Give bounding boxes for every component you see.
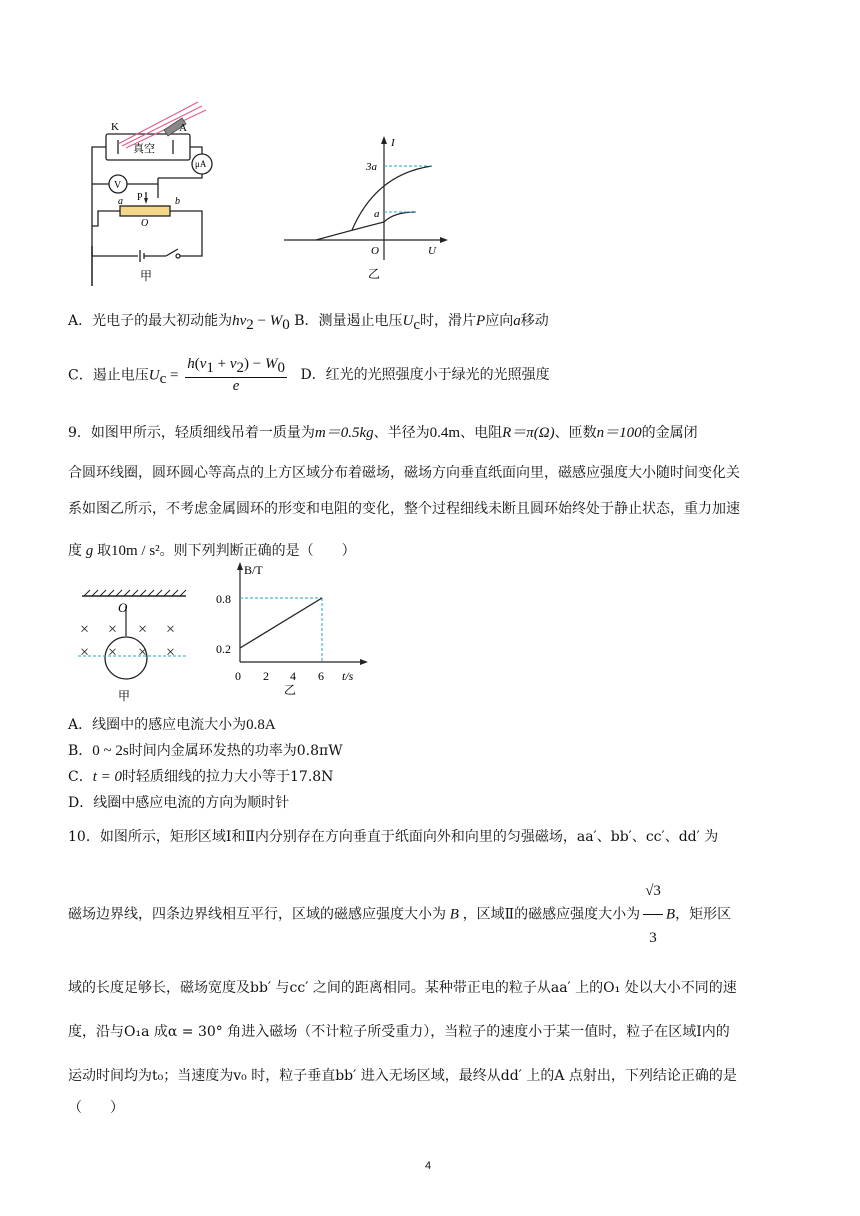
q9-text: 、半径为 [373, 425, 430, 441]
q10-line-3: 域的长度足够长，磁场宽度及bb′ 与cc′ 之间的距离相同。某种带正电的粒子从aa′ 上的O₁ 处以大小不同的速 [68, 980, 737, 996]
label-pivot-O: O [118, 600, 128, 615]
q9-text: 取 [97, 543, 111, 559]
fig-circuit [78, 96, 238, 286]
svg-text:×: × [108, 621, 118, 638]
q8-option-A-B: A．光电子的最大初动能为$hv_2 - W_0$ B．测量遏止电压$U_c$时，滑片P应向a移动 [68, 313, 549, 333]
q8-option-B-tail-2: 应向 [485, 313, 514, 329]
figure-caption: 甲 [118, 689, 131, 703]
q9-line-3: 系如图乙所示，不考虑金属圆环的形变和电阻的变化，整个过程细线未断且圆环始终处于静止状态，重力加速 [68, 501, 740, 517]
q8-option-C: C．遏止电压 [68, 367, 149, 384]
label-O: O [141, 218, 149, 229]
tick-x-6: 6 [318, 669, 324, 683]
q9-options [68, 710, 768, 818]
q10-line-1: 10．如图所示，矩形区域Ⅰ和Ⅱ内分别存在方向垂直于纸面向外和向里的匀强磁场，aa′、bb′、cc′、dd′ 为 [68, 829, 719, 845]
q9-stem: 9．如图甲所示，轻质细线吊着一质量为m＝0.5kg、半径为0.4m、电阻R＝π(Ω)、匝数n＝100的金属闭 合圆环线圈，圆环圆心等高点的上方区域分布着磁场，磁场方向垂直纸面向里，磁感应强度大小随时间变化关 系如图乙所示，不考虑金属圆环的形变和电阻的变化，整个过程细线未断且圆环始终处于静止状态，重力加速 度 g 取10m / s²。则下列判断正确的是（ ） [68, 410, 798, 574]
q9-text: 度 [68, 543, 82, 559]
svg-text:×: × [166, 644, 176, 661]
q9-radius: 0.4m [429, 425, 461, 441]
label-3a: 3a [366, 161, 377, 173]
fig-ring [74, 586, 194, 706]
label-U: U [428, 245, 436, 257]
option-tail: 时间内金属环发热的功率为0.8πW [128, 743, 343, 759]
q9-turns: n＝100 [596, 425, 642, 441]
svg-text:×: × [166, 621, 176, 638]
formula-fraction: $\frac{h(v_1 + v_2) - W_0}{e}$ [187, 356, 285, 394]
q9-text: 、电阻 [460, 425, 503, 441]
label-b: b [175, 196, 180, 207]
q9-number: 9．如图甲所示，轻质细线吊着一质量为 [68, 425, 315, 441]
fig-bt-graph [212, 560, 372, 700]
label-vacuum: 真空 [133, 143, 155, 155]
q9-g-value: 10m / s² [111, 543, 160, 559]
option-label: B． [68, 743, 93, 759]
q8-option-D: D．红光的光照强度小于绿光的光照强度 [300, 367, 550, 384]
b-t-line [240, 598, 322, 648]
curve-low [316, 212, 416, 240]
q10-text: ，矩形区 [675, 906, 732, 923]
label-a: a [118, 196, 123, 207]
tick-y-0.2: 0.2 [216, 642, 231, 656]
label-voltmeter: V [114, 180, 122, 191]
page-number: 4 [425, 1160, 432, 1172]
q9-mass: m＝0.5kg [314, 425, 374, 441]
option-label: A．线圈中的感应电流大小为 [68, 717, 247, 733]
figure-caption: 甲 [140, 269, 153, 283]
q9-text: 的金属闭 [641, 425, 698, 441]
option-label: C． [68, 769, 93, 785]
q8-option-A: A．光电子的最大初动能为 [68, 313, 233, 329]
q8-option-B-tail: 时，滑片 [420, 313, 477, 329]
label-slider-P: P [137, 192, 143, 203]
label-t-axis: t/s [342, 669, 354, 683]
svg-text:×: × [80, 644, 90, 661]
label-K: K [111, 121, 119, 133]
svg-text:×: × [80, 621, 90, 638]
svg-text:×: × [138, 621, 148, 638]
option-value: t = 0 [92, 769, 123, 785]
figure-caption: 乙 [368, 267, 381, 281]
q9-text: 。则下列判断正确的是（ ） [159, 543, 356, 559]
q8-option-C-D: C．遏止电压$U_c$ = $\frac{h(v_1 + v_2) - W_0}{e}$ D．红光的光照强度小于绿光的光照强度 [68, 356, 550, 394]
q10-line-5: 运动时间均为t₀；当速度为v₀ 时，粒子垂直bb′ 进入无场区域，最终从dd′ 上的A 点射出，下列结论正确的是 [68, 1068, 737, 1084]
label-A: A [179, 122, 187, 134]
q10-line-6: （ ） [68, 1100, 124, 1116]
figure-caption: 乙 [284, 683, 297, 697]
q8-option-B: B．测量遏止电压 [294, 313, 403, 329]
label-origin: O [371, 245, 379, 257]
q9-text: 、匝数 [554, 425, 597, 441]
svg-text:×: × [138, 644, 148, 661]
q10-text: ，区域Ⅱ的磁感应强度大小为 [462, 906, 641, 923]
tick-x-0: 0 [235, 669, 241, 683]
q10-line-4: 度，沿与O₁a 成α = 30° 角进入磁场（不计粒子所受重力），当粒子的速度小于某一值时，粒子在区域Ⅰ内的 [68, 1024, 730, 1040]
label-I: I [391, 137, 395, 149]
q9-line-2: 合圆环线圈，圆环圆心等高点的上方区域分布着磁场，磁场方向垂直纸面向里，磁感应强度大小随时间变化关 [68, 465, 740, 481]
tick-x-4: 4 [290, 669, 296, 683]
rheostat [120, 206, 170, 216]
q8-option-B-tail-3: 移动 [520, 313, 549, 329]
q10-stem: 10．如图所示，矩形区域Ⅰ和Ⅱ内分别存在方向垂直于纸面向外和向里的匀强磁场，aa′、bb′、cc′、dd′ 为 磁场边界线，四条边界线相互平行，区域的磁感应强度大小为 B ，区域Ⅱ的磁感应强度大小为 $\frac{√3}{3}$ B，矩形区 域的长度足够长，磁场宽度及bb′ 与cc′ 之间的距离相同。某种带正电的粒子从aa′ 上的O₁ 处以大小不同的速 度，沿与O₁a 成α = 30° 角进入磁场（不计粒子所受重力），当粒子的速度小于某一值时，粒子在区域Ⅰ内的 运动时间均为t₀；当速度为v₀ 时，粒子垂直bb′ 进入无场区域，最终从dd′ 上的A 点射出，下列结论正确的是 （ ） [68, 814, 808, 1131]
option-value: 0 ~ 2s [92, 743, 129, 759]
tick-y-0.8: 0.8 [216, 592, 231, 606]
svg-text:×: × [108, 644, 118, 661]
q9-resistance: R＝π(Ω) [502, 425, 555, 441]
option-value: 0.8A [246, 717, 276, 733]
fig-iu-graph [280, 134, 450, 284]
label-B-axis: B/T [244, 563, 263, 577]
tick-x-2: 2 [263, 669, 269, 683]
curve-high [352, 166, 432, 230]
label-a-level: a [374, 208, 380, 220]
sqrt3-over-3: $\frac{√3}{3}$ [643, 868, 663, 961]
label-microammeter: μA [195, 159, 207, 169]
option-label: D．线圈中感应电流的方向为顺时针 [68, 795, 290, 811]
option-tail: 时轻质细线的拉力大小等于17.8N [122, 769, 334, 785]
q10-text: 磁场边界线，四条边界线相互平行，区域的磁感应强度大小为 [68, 906, 446, 923]
